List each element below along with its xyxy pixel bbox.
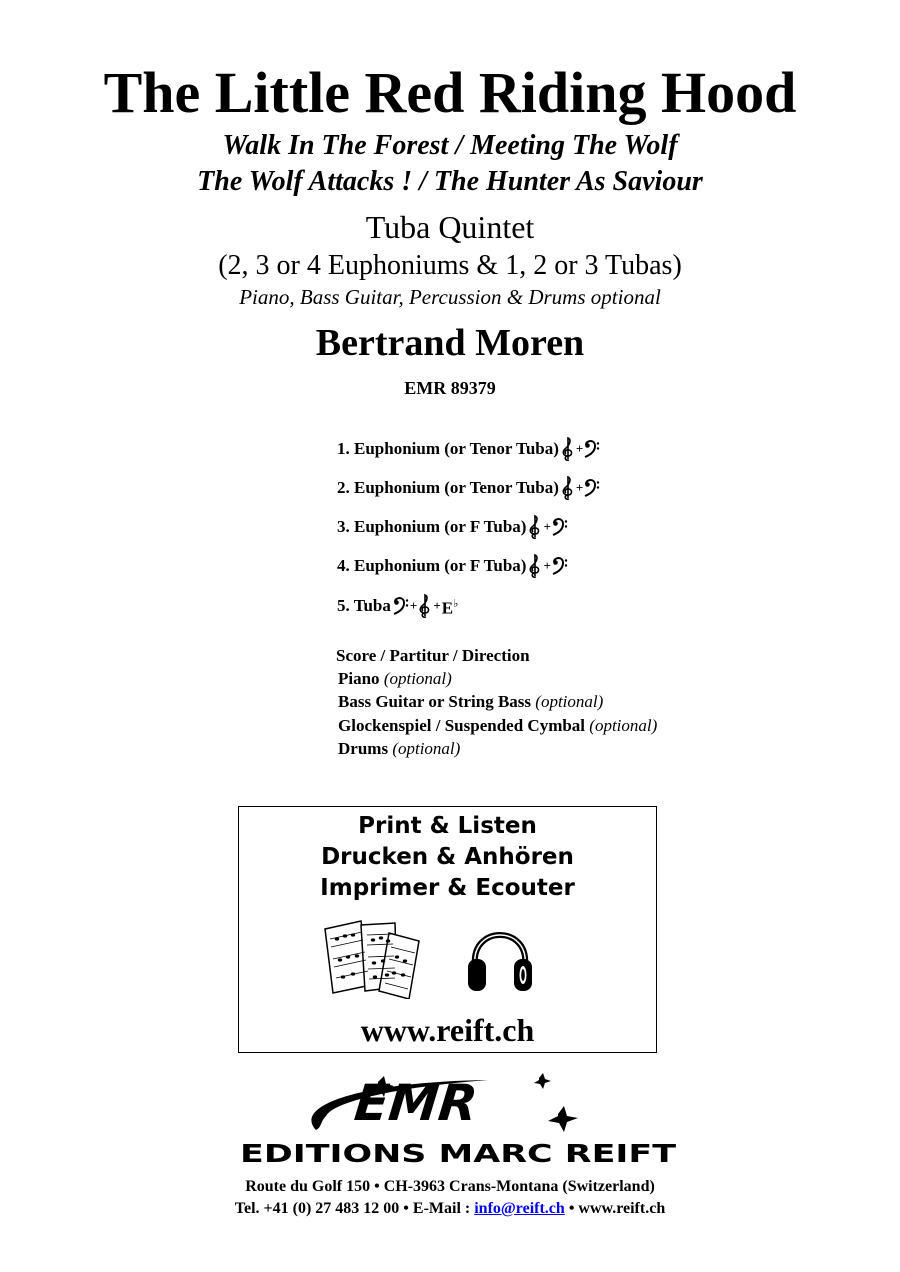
emr-logo: [238, 1072, 678, 1170]
part-item: [337, 514, 568, 540]
plus-sign: +: [543, 519, 551, 534]
part-label: 3. Euphonium (or F Tuba): [337, 517, 527, 536]
bass-clef-icon: [552, 556, 568, 576]
plus-sign: +: [433, 598, 441, 614]
clef-group: [393, 592, 458, 621]
logo-wordmark: EDITIONS MARC REIFT: [240, 1139, 676, 1168]
treble-clef-icon: [561, 475, 575, 501]
e-flat-key: E♭: [441, 598, 459, 618]
print-listen-line-de: Drucken & Anhören: [321, 844, 574, 870]
composer-name: Bertrand Moren: [315, 322, 585, 364]
clef-group: [528, 553, 567, 579]
extra-item-piano: Piano (optional): [338, 669, 452, 688]
clef-group: [561, 475, 600, 501]
logo-mark: EMR: [351, 1073, 481, 1132]
print-listen-box: [238, 806, 657, 1053]
treble-clef-icon: [528, 553, 542, 579]
plus-sign: +: [409, 598, 418, 614]
extra-item-bass-guitar: Bass Guitar or String Bass (optional): [338, 692, 604, 711]
bass-clef-icon: [584, 478, 600, 498]
extra-item-drums: Drums (optional): [338, 739, 461, 758]
sheet-music-icon: [317, 915, 425, 999]
treble-clef-icon: [418, 593, 432, 619]
optional-instruments-label: Piano, Bass Guitar, Percussion & Drums optional: [239, 285, 661, 309]
plus-sign: +: [543, 558, 551, 573]
part-item: [337, 592, 458, 621]
plus-sign: +: [575, 441, 584, 456]
part-label: 1. Euphonium (or Tenor Tuba): [337, 439, 559, 458]
catalog-number: EMR 89379: [404, 378, 496, 398]
ensemble-label: Tuba Quintet: [365, 209, 535, 245]
instrumentation-label: (2, 3 or 4 Euphoniums & 1, 2 or 3 Tubas): [218, 250, 682, 281]
subtitle-line-2: The Wolf Attacks ! / The Hunter As Saviour: [197, 166, 703, 197]
plus-sign: +: [575, 480, 584, 495]
extra-item-score: Score / Partitur / Direction: [336, 646, 530, 665]
print-listen-line-fr: Imprimer & Ecouter: [320, 875, 575, 901]
part-label: 2. Euphonium (or Tenor Tuba): [337, 478, 559, 497]
subtitle-line-1: Walk In The Forest / Meeting The Wolf: [222, 130, 678, 161]
extra-item-glockenspiel: Glockenspiel / Suspended Cymbal (optional): [338, 716, 658, 735]
bass-clef-icon: [552, 517, 568, 537]
clef-group: [528, 514, 567, 540]
headphones-icon: [465, 915, 535, 997]
footer-contact: Tel. +41 (0) 27 483 12 00 • E-Mail : info@reift.ch • www.reift.ch: [234, 1200, 666, 1217]
email-link[interactable]: info@reift.ch: [474, 1200, 565, 1217]
part-label: 4. Euphonium (or F Tuba): [337, 556, 527, 575]
part-label: 5. Tuba: [337, 596, 391, 616]
footer-address: Route du Golf 150 • CH-3963 Crans-Montana (Switzerland): [245, 1178, 655, 1195]
page-title: The Little Red Riding Hood: [103, 60, 797, 125]
print-listen-line-en: Print & Listen: [358, 813, 537, 839]
part-item: [337, 475, 600, 501]
part-item: [337, 553, 568, 579]
clef-group: [561, 436, 600, 462]
bass-clef-icon: [584, 439, 600, 459]
treble-clef-icon: [561, 436, 575, 462]
box-url: www.reift.ch: [360, 1012, 535, 1048]
bass-clef-icon: [393, 596, 409, 616]
treble-clef-icon: [528, 514, 542, 540]
part-item: [337, 436, 600, 462]
